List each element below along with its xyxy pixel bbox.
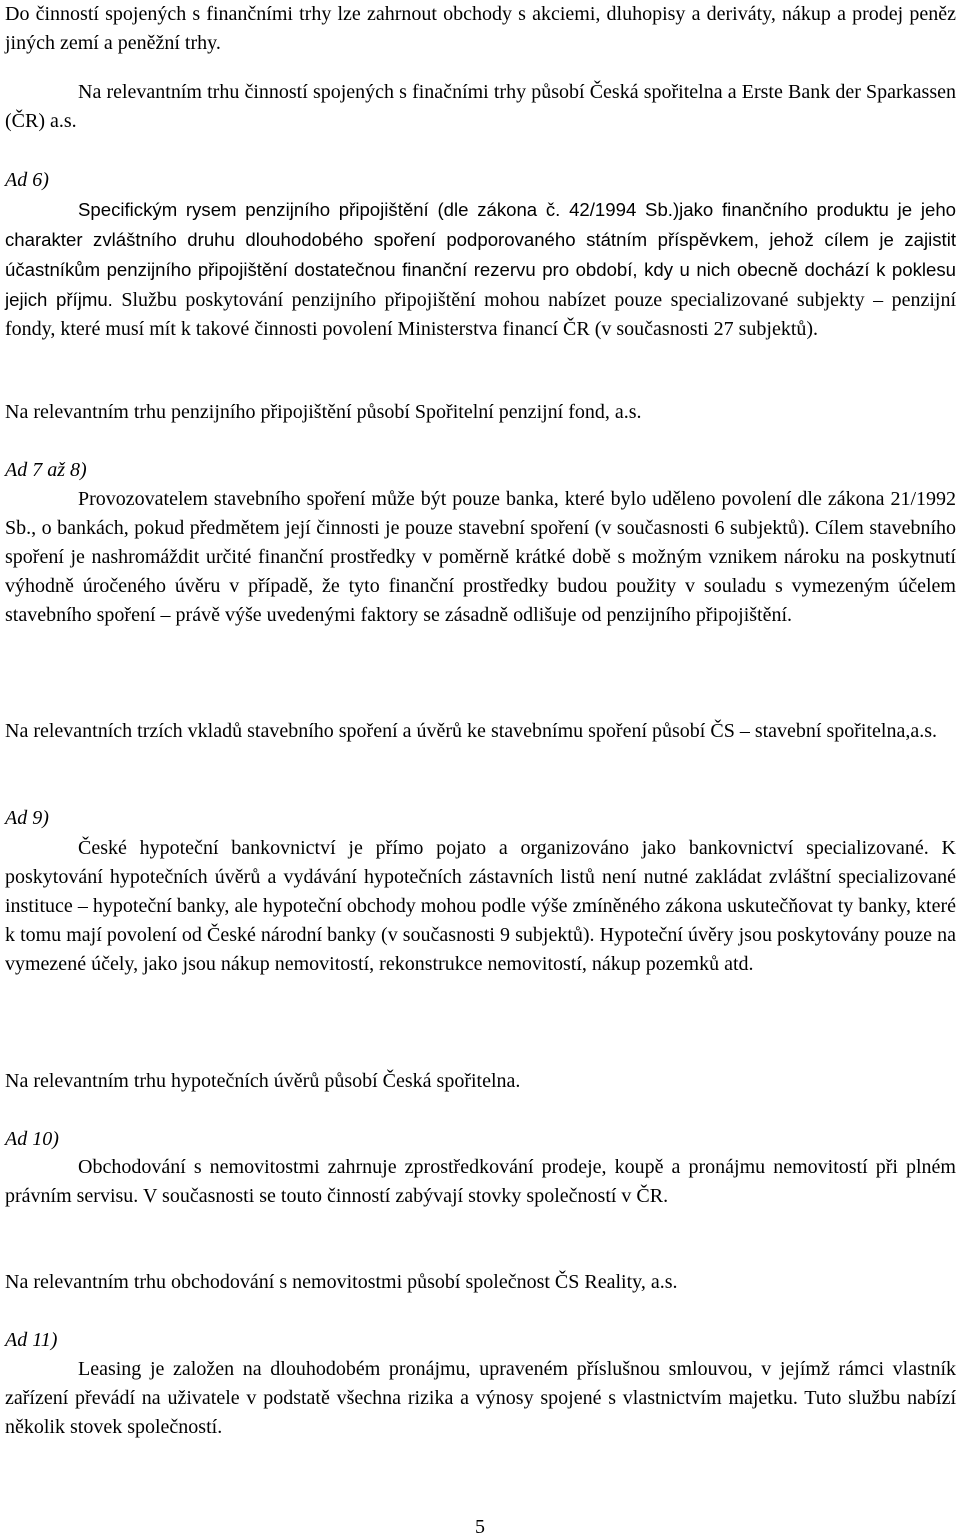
heading-ad-6: Ad 6) xyxy=(5,169,49,191)
paragraph-building-savings: Provozovatelem stavebního spoření může být pouze banka, které bylo uděleno povolení dle zákona 21/1992 Sb., o bankách, pokud předmětem její činnosti je pouze stavební spoření (v současnosti 6 subjektů). Cílem stavebního spoření je nashromáždit určité finanční prostředky v poměrně krátké době s možným vznikem nároku na poskytnutí výhodně úročeného úvěru v případě, že tyto finanční prostředky budou použity v souladu s vymezeným účelem stavebního spoření – právě výše uvedenými faktory se zásadně odlišuje od penzijního připojištění. xyxy=(5,488,956,626)
paragraph-leasing: Leasing je založen na dlouhodobém pronájmu, upraveném příslušnou smlouvou, v jejímž rámci vlastník zařízení převádí na uživatele v podstatě všechna rizika a výnosy spojené s vlastnictvím majetku. Tuto službu nabízí několik stovek společností. xyxy=(5,1358,956,1438)
paragraph-real-estate: Obchodování s nemovitostmi zahrnuje zprostředkování prodeje, koupě a pronájmu nemovitostí při plném právním servisu. V současnosti se touto činností zabývají stovky společností v ČR. xyxy=(5,1156,956,1207)
heading-ad-11: Ad 11) xyxy=(5,1329,58,1351)
paragraph-financial-markets-players: Na relevantním trhu činností spojených s finačními trhy působí Česká spořitelna a Erste Bank der Sparkassen (ČR) a.s. xyxy=(5,81,956,132)
paragraph-building-savings-market: Na relevantních trzích vkladů stavebního spoření a úvěrů ke stavebnímu spoření působí ČS – stavební spořitelna,a.s. xyxy=(5,720,938,742)
page-number: 5 xyxy=(475,1516,485,1538)
pension-providers-text: Službu poskytování penzijního připojištění mohou nabízet pouze specializované subjekty – penzijní fondy, které musí mít k takové činnosti povolení Ministerstva financí ČR (v současnosti 27 subjektů). xyxy=(5,289,956,340)
heading-ad-7-8: Ad 7 až 8) xyxy=(5,459,87,481)
paragraph-pension-insurance xyxy=(5,195,956,344)
heading-ad-10: Ad 10) xyxy=(5,1128,59,1150)
pension-definition-text: Specifickým rysem penzijního připojištění (dle zákona č. 42/1994 Sb.)jako finančního produktu je jeho charakter zvláštního druhu dlouhodobého spoření podporovaného státním příspěvkem, jehož cílem je zajistit účastníkům penzijního připojištění dostatečnou finanční rezervu pro období, kdy u nich obecně dochází k poklesu jejich příjmu. xyxy=(5,199,956,310)
paragraph-mortgage-banking: České hypoteční bankovnictví je přímo pojato a organizováno jako bankovnictví specializované. K poskytování hypotečních úvěrů a vydávání hypotečních zástavních listů není nutné zakládat zvláštní specializované instituce – hypoteční banky, ale hypoteční obchody mohou podle výše zmíněného zákona uskutečňovat ty banky, které k tomu mají povolení od České národní banky (v současnosti 9 subjektů). Hypoteční úvěry jsou poskytovány pouze na vymezené účely, jako jsou nákup nemovitostí, rekonstrukce nemovitostí, nákup pozemků atd. xyxy=(5,837,956,975)
paragraph-real-estate-market: Na relevantním trhu obchodování s nemovitostmi působí společnost ČS Reality, a.s. xyxy=(5,1271,678,1293)
heading-ad-9: Ad 9) xyxy=(5,807,49,829)
paragraph-mortgage-market: Na relevantním trhu hypotečních úvěrů působí Česká spořitelna. xyxy=(5,1070,521,1092)
paragraph-financial-markets: Do činností spojených s finančními trhy lze zahrnout obchody s akciemi, dluhopisy a deriváty, nákup a prodej peněz jiných zemí a peněžní trhy. xyxy=(5,3,956,54)
paragraph-pension-market: Na relevantním trhu penzijního připojištění působí Spořitelní penzijní fond, a.s. xyxy=(5,401,642,423)
